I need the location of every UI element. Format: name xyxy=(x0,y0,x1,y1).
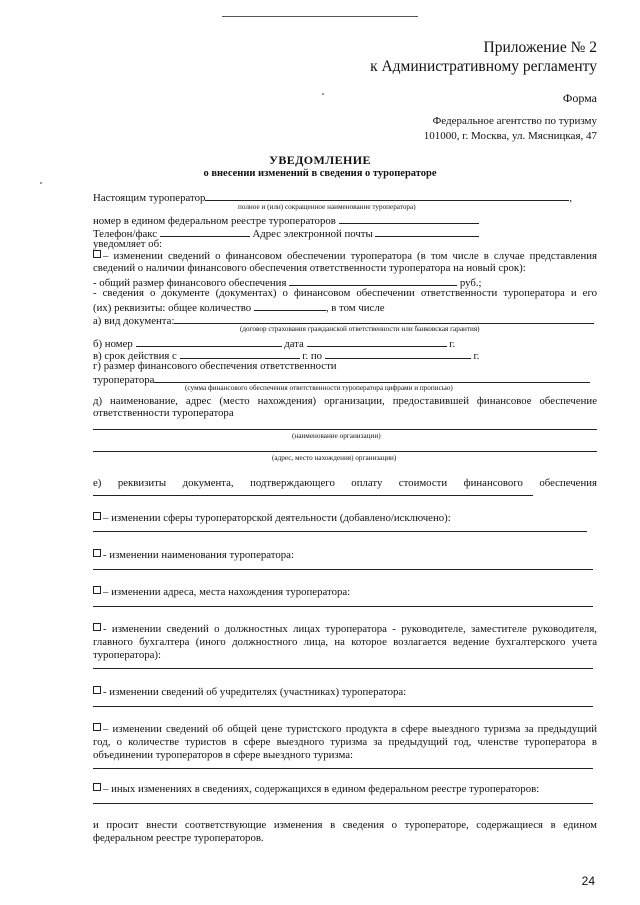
document-type-field[interactable] xyxy=(174,313,594,324)
document-subtitle: о внесении изменений в сведения о туроператоре xyxy=(203,168,437,179)
sphere-change-field[interactable] xyxy=(93,531,587,532)
document-date-field[interactable] xyxy=(307,336,447,347)
address-change-text: – изменении адреса, места нахождения туроператора: xyxy=(103,586,351,598)
total-amount-label: - общий размер финансового обеспечения xyxy=(93,277,287,289)
document-date-label: дата xyxy=(284,338,304,350)
currency-label: руб.; xyxy=(459,277,482,289)
agency-name: Федеральное агентство по туризму xyxy=(432,115,597,127)
name-change-field[interactable] xyxy=(93,569,593,570)
price-change-checkbox[interactable] xyxy=(93,723,101,731)
organization-text: д) наименование, адрес (место нахождения) организации, предоставившей финансовое обеспечение xyxy=(93,395,597,407)
price-change-field[interactable] xyxy=(93,768,593,769)
operator-label: Настоящим туроператор xyxy=(93,192,206,204)
closing-request: и просит внести соответствующие изменения в сведения о туроператоре, содержащиеся в едином xyxy=(93,819,597,831)
registry-number-label: номер в едином федеральном реестре туроператоров xyxy=(93,215,336,227)
phone-label: Телефон/факс xyxy=(93,228,158,240)
price-change-text-end: объединении туроператоров в сфере выездного туризма: xyxy=(93,749,354,761)
organization-text-cont: ответственности туроператора xyxy=(93,407,234,419)
security-amount-label: туроператора xyxy=(93,374,155,386)
officials-change-field[interactable] xyxy=(93,668,593,669)
validity-to-label: г. по xyxy=(302,350,323,362)
other-change-text: – иных изменениях в сведениях, содержащихся в едином федеральном реестре туроператоров: xyxy=(103,783,540,795)
validity-from-field[interactable] xyxy=(180,348,300,359)
sphere-change-text: – изменении сферы туроператорской деятельности (добавлено/исключено): xyxy=(103,512,451,524)
name-change-text: - изменении наименования туроператора: xyxy=(103,549,294,561)
organization-address-field[interactable] xyxy=(93,451,597,452)
documents-count-label: (их) реквизиты: общее количество xyxy=(93,302,252,314)
year-suffix: г. xyxy=(473,350,480,362)
document-type-caption: (договор страхования гражданской ответственности или банковская гарантия) xyxy=(240,325,480,333)
email-label: Адрес электронной почты xyxy=(252,228,373,240)
organization-name-field[interactable] xyxy=(93,429,597,430)
validity-from-label: в) срок действия с xyxy=(93,350,177,362)
top-edge-line xyxy=(222,16,418,17)
regulation-reference: к Административному регламенту xyxy=(370,58,597,75)
operator-caption: полное и (или) сокращенное наименование туроператора) xyxy=(238,203,416,211)
finance-change-text: – изменении сведений о финансовом обеспечении туроператора (в том числе в случае представления xyxy=(103,250,597,262)
organization-address-caption: (адрес, место нахождения) организации) xyxy=(272,454,397,462)
other-change-checkbox[interactable] xyxy=(93,783,101,791)
document-number-label: б) номер xyxy=(93,338,133,350)
security-amount-text: г) размер финансового обеспечения ответственности xyxy=(93,360,337,372)
other-change-field[interactable] xyxy=(93,803,593,804)
document-type-label: а) вид документа: xyxy=(93,315,175,327)
organization-name-caption: (наименование организации) xyxy=(292,432,381,440)
officials-change-checkbox[interactable] xyxy=(93,623,101,631)
security-amount-field[interactable] xyxy=(154,372,590,383)
founders-change-checkbox[interactable] xyxy=(93,686,101,694)
founders-change-field[interactable] xyxy=(93,706,593,707)
price-change-text-cont: год, о количестве туристов в сфере выездного туризма за предыдущий год, членстве туроператора в xyxy=(93,736,597,748)
name-change-row xyxy=(93,549,294,562)
form-label: Форма xyxy=(562,91,597,105)
sphere-change-row xyxy=(93,512,451,525)
address-change-checkbox[interactable] xyxy=(93,586,101,594)
addressee-block xyxy=(424,114,597,144)
price-change-text: – изменении сведений об общей цене туристского продукта в сфере выездного туризма за предыдущий xyxy=(103,723,597,735)
registry-number-field[interactable] xyxy=(339,213,479,224)
phone-field[interactable] xyxy=(160,226,250,237)
documents-count-suffix: , в том числе xyxy=(325,302,385,314)
payment-details-field[interactable] xyxy=(93,495,533,496)
price-change-row xyxy=(93,723,597,736)
total-amount-field[interactable] xyxy=(289,275,457,286)
agency-address: 101000, г. Москва, ул. Мясницкая, 47 xyxy=(423,130,597,142)
document-number-field[interactable] xyxy=(136,336,282,347)
email-field[interactable] xyxy=(375,226,479,237)
appendix-number: Приложение № 2 xyxy=(483,39,597,56)
officials-change-text-end: туроператора): xyxy=(93,649,162,661)
document-title: УВЕДОМЛЕНИЕ xyxy=(269,153,371,167)
operator-name-field[interactable] xyxy=(205,190,569,201)
operator-row: Настоящим туроператор , xyxy=(93,192,573,204)
founders-change-text: - изменении сведений об учредителях (участниках) туроператора: xyxy=(103,686,407,698)
finance-change-checkbox[interactable] xyxy=(93,250,101,258)
officials-change-text-cont: главного бухгалтера (иного должностного лица, на которое возлагается ведение бухгалтерского учета xyxy=(93,636,597,648)
page-number: 24 xyxy=(581,874,595,888)
payment-details-text: е) реквизиты документа, подтверждающего оплату стоимости финансового обеспечения xyxy=(93,477,597,489)
documents-count-field[interactable] xyxy=(254,300,326,311)
year-suffix: г. xyxy=(449,338,456,350)
security-amount-caption: (сумма финансового обеспечения ответственности туроператора цифрами и прописью) xyxy=(185,384,453,392)
other-change-row xyxy=(93,783,539,796)
officials-change-row xyxy=(93,623,597,636)
name-change-checkbox[interactable] xyxy=(93,549,101,557)
validity-to-field[interactable] xyxy=(325,348,471,359)
finance-change-text-cont: сведений о наличии финансового обеспечения ответственности туроператора на новый срок): xyxy=(93,262,526,274)
documents-text: - сведения о документе (документах) о финансовом обеспечении ответственности туроператора и его xyxy=(93,287,597,299)
sphere-change-checkbox[interactable] xyxy=(93,512,101,520)
scan-speck xyxy=(40,182,42,184)
scan-speck xyxy=(322,93,324,95)
officials-change-text: - изменении сведений о должностных лицах туроператора - руководителе, заместителе руководителя, xyxy=(103,623,597,635)
closing-request-cont: федеральном реестре туроператоров. xyxy=(93,832,264,844)
founders-change-row xyxy=(93,686,406,699)
address-change-field[interactable] xyxy=(93,606,593,607)
notifies-text: уведомляет об: xyxy=(93,238,163,250)
address-change-row xyxy=(93,586,350,599)
